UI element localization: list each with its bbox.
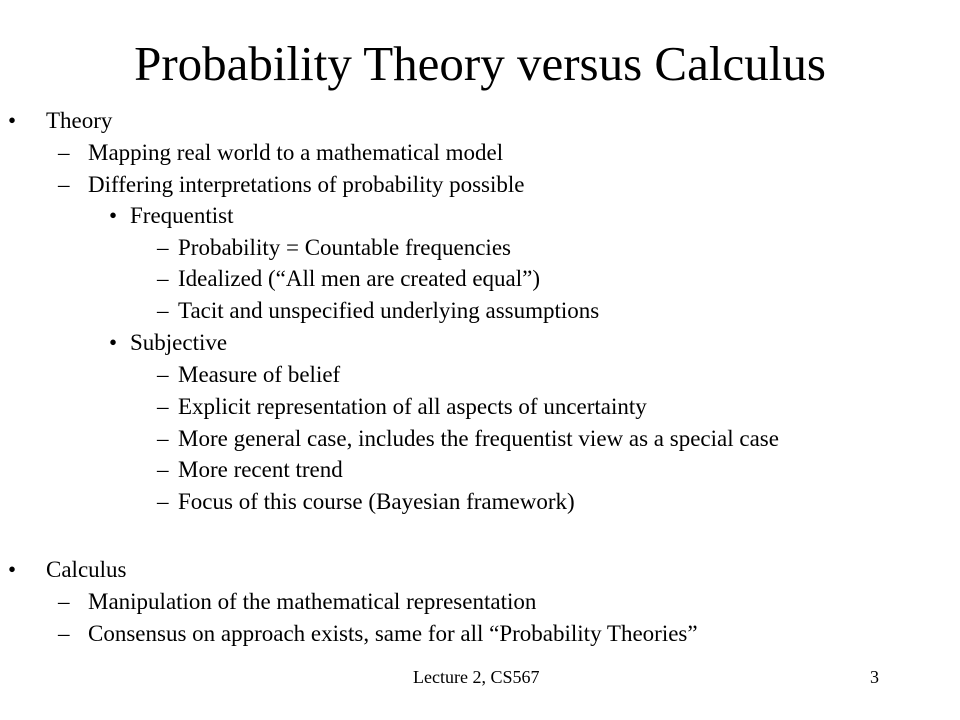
sub-item bbox=[58, 619, 698, 649]
item-text: Frequentist bbox=[130, 203, 234, 228]
bullet-item bbox=[8, 555, 127, 585]
dash-marker: – bbox=[157, 235, 169, 260]
bullet-marker: • bbox=[8, 557, 17, 582]
sub-item bbox=[157, 487, 575, 517]
item-text: Probability = Countable frequencies bbox=[178, 235, 511, 260]
bullet-marker: • bbox=[8, 108, 17, 133]
sub-item bbox=[58, 587, 537, 617]
dash-marker: – bbox=[157, 489, 169, 514]
dash-marker: – bbox=[58, 140, 70, 165]
item-text: More recent trend bbox=[178, 457, 343, 482]
bullet-marker: • bbox=[109, 330, 118, 355]
sub-item bbox=[157, 392, 647, 422]
bullet-item bbox=[109, 328, 228, 358]
sub-item bbox=[157, 424, 779, 454]
item-text: Focus of this course (Bayesian framework) bbox=[178, 489, 575, 514]
dash-marker: – bbox=[157, 457, 169, 482]
item-text: Measure of belief bbox=[178, 362, 341, 387]
bullet-item bbox=[8, 106, 113, 136]
dash-marker: – bbox=[58, 589, 70, 614]
item-text: Differing interpretations of probability possible bbox=[88, 172, 525, 197]
item-text: Manipulation of the mathematical representation bbox=[88, 589, 537, 614]
footer-lecture-label: Lecture 2, CS567 bbox=[413, 667, 540, 687]
dash-marker: – bbox=[157, 394, 169, 419]
sub-item bbox=[58, 138, 504, 168]
dash-marker: – bbox=[157, 426, 169, 451]
item-text: Consensus on approach exists, same for all “Probability Theories” bbox=[88, 621, 698, 646]
item-text: Mapping real world to a mathematical model bbox=[88, 140, 504, 165]
sub-item bbox=[157, 296, 600, 326]
item-text: Tacit and unspecified underlying assumptions bbox=[178, 298, 600, 323]
sub-item bbox=[157, 264, 541, 294]
dash-marker: – bbox=[157, 266, 169, 291]
dash-marker: – bbox=[58, 172, 70, 197]
item-text: Calculus bbox=[46, 557, 127, 582]
slide-number: 3 bbox=[870, 667, 879, 687]
sub-item bbox=[157, 233, 511, 263]
bullet-item bbox=[109, 201, 234, 231]
item-text: Subjective bbox=[130, 330, 228, 355]
dash-marker: – bbox=[157, 362, 169, 387]
sub-item bbox=[157, 455, 343, 485]
slide-title: Probability Theory versus Calculus bbox=[134, 36, 826, 91]
item-text: Idealized (“All men are created equal”) bbox=[178, 266, 541, 291]
dash-marker: – bbox=[157, 298, 169, 323]
item-text: Theory bbox=[46, 108, 113, 133]
item-text: Explicit representation of all aspects of uncertainty bbox=[178, 394, 647, 419]
dash-marker: – bbox=[58, 621, 70, 646]
item-text: More general case, includes the frequentist view as a special case bbox=[178, 426, 779, 451]
bullet-marker: • bbox=[109, 203, 118, 228]
sub-item bbox=[157, 360, 341, 390]
sub-item bbox=[58, 170, 525, 200]
